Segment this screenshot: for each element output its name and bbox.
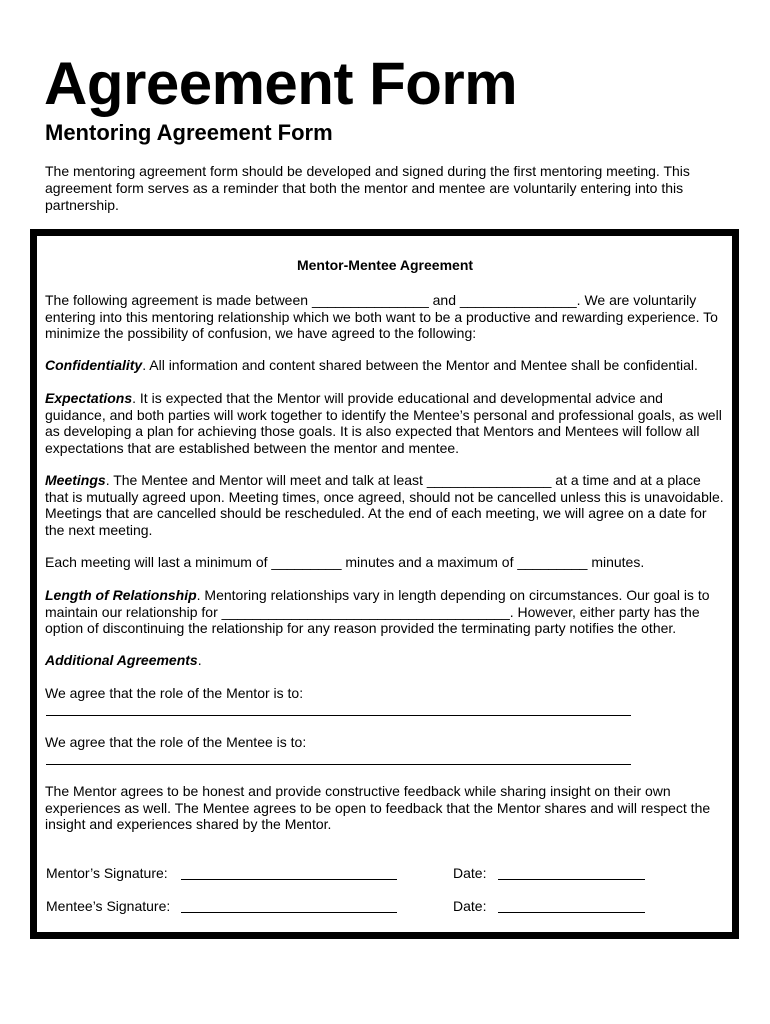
meetings-label: Meetings — [45, 472, 106, 488]
page-subtitle: Mentoring Agreement Form — [45, 120, 333, 145]
mentee-role-label: We agree that the role of the Mentee is to: — [45, 734, 307, 750]
additional-agreements-label: Additional Agreements — [45, 652, 198, 668]
agreement-heading: Mentor-Mentee Agreement — [296, 257, 474, 273]
mentee-date-line[interactable] — [498, 912, 645, 913]
mentor-signature-label: Mentor’s Signature: — [46, 865, 168, 881]
mentee-role-line[interactable] — [46, 764, 631, 765]
expectations-paragraph: Expectations. It is expected that the Mentor will provide educational and developmental advice and guidance, and both parties will work together to identify the Mentee’s personal and professional goals, as well as developing a plan for achieving those goals. It is also expected that Mentors and Mentees will follow all expectations that are established between the mentor and mentee. — [45, 390, 722, 456]
party-one-blank[interactable]: _______________ — [311, 292, 429, 308]
additional-agreements-heading: Additional Agreements. — [45, 652, 202, 668]
mentee-signature-label: Mentee’s Signature: — [46, 898, 171, 914]
mentor-role-label: We agree that the role of the Mentor is to: — [45, 685, 304, 701]
meeting-duration-paragraph: Each meeting will last a minimum of _________ minutes and a maximum of _________ minutes. — [45, 554, 645, 570]
expectations-label: Expectations — [45, 390, 133, 406]
closing-paragraph: The Mentor agrees to be honest and provide constructive feedback while sharing insight on their own experiences as well. The Mentee agrees to be open to feedback that the Mentor shares and will respect the insight and experiences shared by the Mentor. — [45, 783, 711, 832]
mentor-date-line[interactable] — [498, 879, 645, 880]
intro-paragraph: The mentoring agreement form should be developed and signed during the first mentoring meeting. This agreement form serves as a reminder that both the mentor and mentee are voluntarily entering into this partnership. — [45, 163, 690, 213]
opening-paragraph: The following agreement is made between _______________ and _______________. We are voluntarily entering into this mentoring relationship which we both want to be a productive and rewarding experience. To minimize the possibility of confusion, we have agreed to the following: — [45, 292, 718, 341]
confidentiality-paragraph: Confidentiality. All information and content shared between the Mentor and Mentee shall be confidential. — [45, 357, 698, 373]
page-title: Agreement Form — [44, 50, 518, 117]
party-two-blank[interactable]: _______________ — [459, 292, 577, 308]
length-label: Length of Relationship — [45, 587, 197, 603]
length-paragraph: Length of Relationship. Mentoring relationships vary in length depending on circumstances. Our goal is to maintain our relationship for _____________________________________. However, either party has the option of discontinuing the relationship for any reason provided the terminating party notifies the other. — [45, 587, 710, 636]
confidentiality-label: Confidentiality — [45, 357, 143, 373]
meeting-frequency-blank[interactable]: ________________ — [426, 472, 552, 488]
mentor-date-label: Date: — [453, 865, 487, 881]
minimum-minutes-blank[interactable]: _________ — [271, 554, 342, 570]
meetings-paragraph: Meetings. The Mentee and Mentor will meet and talk at least ________________ at a time and at a place that is mutually agreed upon. Meeting times, once agreed, should not be cancelled unless this is unavoidable. Meetings that are cancelled should be rescheduled. At the end of each meeting, we will agree on a date for the next meeting. — [45, 472, 724, 538]
mentee-signature-line[interactable] — [181, 912, 397, 913]
mentor-role-line[interactable] — [46, 715, 631, 716]
maximum-minutes-blank[interactable]: _________ — [517, 554, 588, 570]
mentee-date-label: Date: — [453, 898, 487, 914]
relationship-length-blank[interactable]: _____________________________________ — [221, 603, 510, 620]
mentor-signature-line[interactable] — [181, 879, 397, 880]
